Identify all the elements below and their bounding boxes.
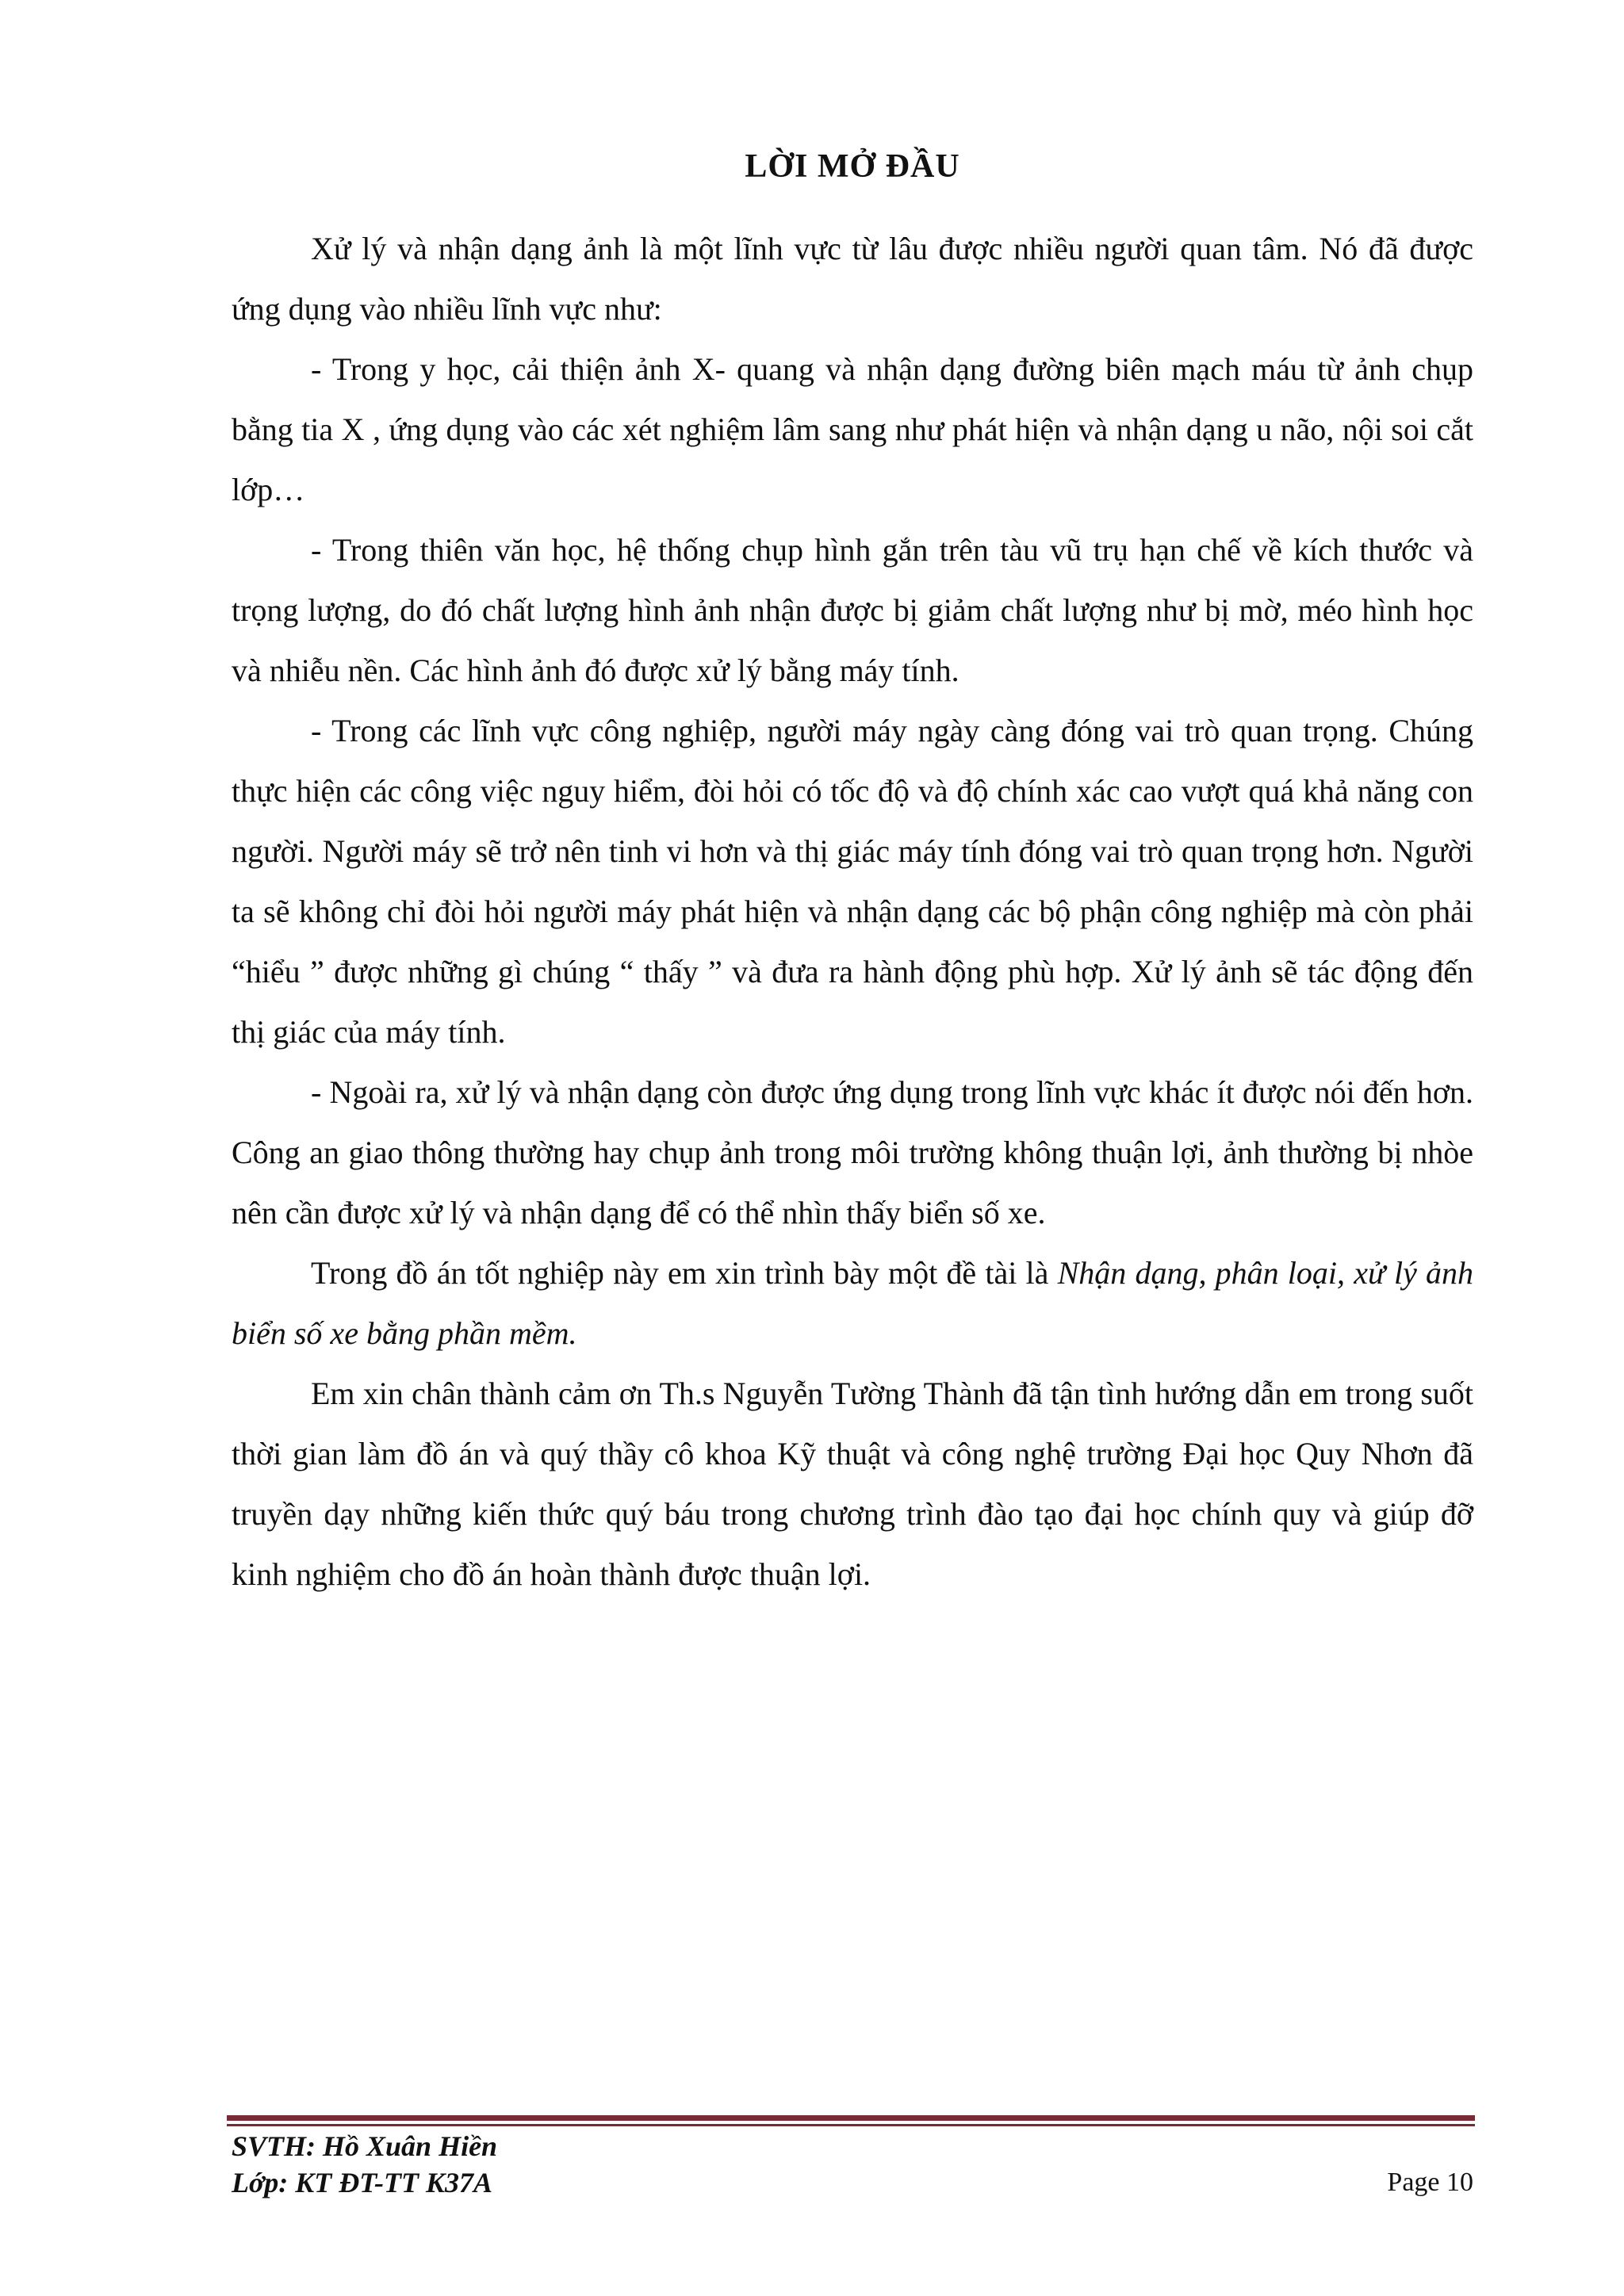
footer-student: SVTH: Hồ Xuân Hiền xyxy=(232,2130,498,2162)
footer-divider xyxy=(227,2115,1475,2126)
thesis-intro-text: Trong đồ án tốt nghiệp này em xin trình bày một đề tài là xyxy=(311,1255,1058,1291)
footer-class: Lớp: KT ĐT-TT K37A xyxy=(232,2167,492,2198)
page-footer xyxy=(232,2128,1473,2201)
thesis-topic-text: Nhận dạng, phân loại, xử lý ảnh biển số xe bằng phần mềm. xyxy=(232,1255,1473,1351)
paragraph-thesis xyxy=(232,1243,1473,1364)
footer-divider-thick xyxy=(227,2115,1475,2121)
paragraph-acknowledgement: Em xin chân thành cảm ơn Th.s Nguyễn Tường Thành đã tận tình hướng dẫn em trong suốt thời gian làm đồ án và quý thầy cô khoa Kỹ thuật và công nghệ trường Đại học Quy Nhơn đã truyền dạy những kiến thức quý báu trong chương trình đào tạo đại học chính quy và giúp đỡ kinh nghiệm cho đồ án hoàn thành được thuận lợi. xyxy=(232,1376,1473,1592)
page-body xyxy=(232,143,1473,1605)
paragraph-industry: - Trong các lĩnh vực công nghiệp, người máy ngày càng đóng vai trò quan trọng. Chúng thực hiện các công việc nguy hiểm, đòi hỏi có tốc độ và độ chính xác cao vượt quá khả năng con người. Người máy sẽ trở nên tinh vi hơn và thị giác máy tính đóng vai trò quan trọng hơn. Người ta sẽ không chỉ đòi hỏi người máy phát hiện và nhận dạng các bộ phận công nghiệp mà còn phải “hiểu ” được những gì chúng “ thấy ” và đưa ra hành động phù hợp. Xử lý ảnh sẽ tác động đến thị giác của máy tính. xyxy=(232,713,1473,1050)
page-title: LỜI MỞ ĐẦU xyxy=(745,148,960,185)
footer-page-number: Page 10 xyxy=(1387,2168,1473,2197)
footer-divider-thin xyxy=(227,2124,1475,2126)
paragraph-astronomy: - Trong thiên văn học, hệ thống chụp hình gắn trên tàu vũ trụ hạn chế về kích thước và trọng lượng, do đó chất lượng hình ảnh nhận được bị giảm chất lượng như bị mờ, méo hình học và nhiễu nền. Các hình ảnh đó được xử lý bằng máy tính. xyxy=(232,532,1473,688)
paragraph-medicine: - Trong y học, cải thiện ảnh X- quang và nhận dạng đường biên mạch máu từ ảnh chụp bằng tia X , ứng dụng vào các xét nghiệm lâm sang như phát hiện và nhận dạng u não, nội soi cắt lớp… xyxy=(232,351,1473,507)
paragraph-intro: Xử lý và nhận dạng ảnh là một lĩnh vực từ lâu được nhiều người quan tâm. Nó đã được ứng dụng vào nhiều lĩnh vực như: xyxy=(232,231,1473,327)
paragraph-other: - Ngoài ra, xử lý và nhận dạng còn được ứng dụng trong lĩnh vực khác ít được nói đến hơn. Công an giao thông thường hay chụp ảnh trong môi trường không thuận lợi, ảnh thường bị nhòe nên cần được xử lý và nhận dạng để có thể nhìn thấy biển số xe. xyxy=(232,1074,1473,1230)
